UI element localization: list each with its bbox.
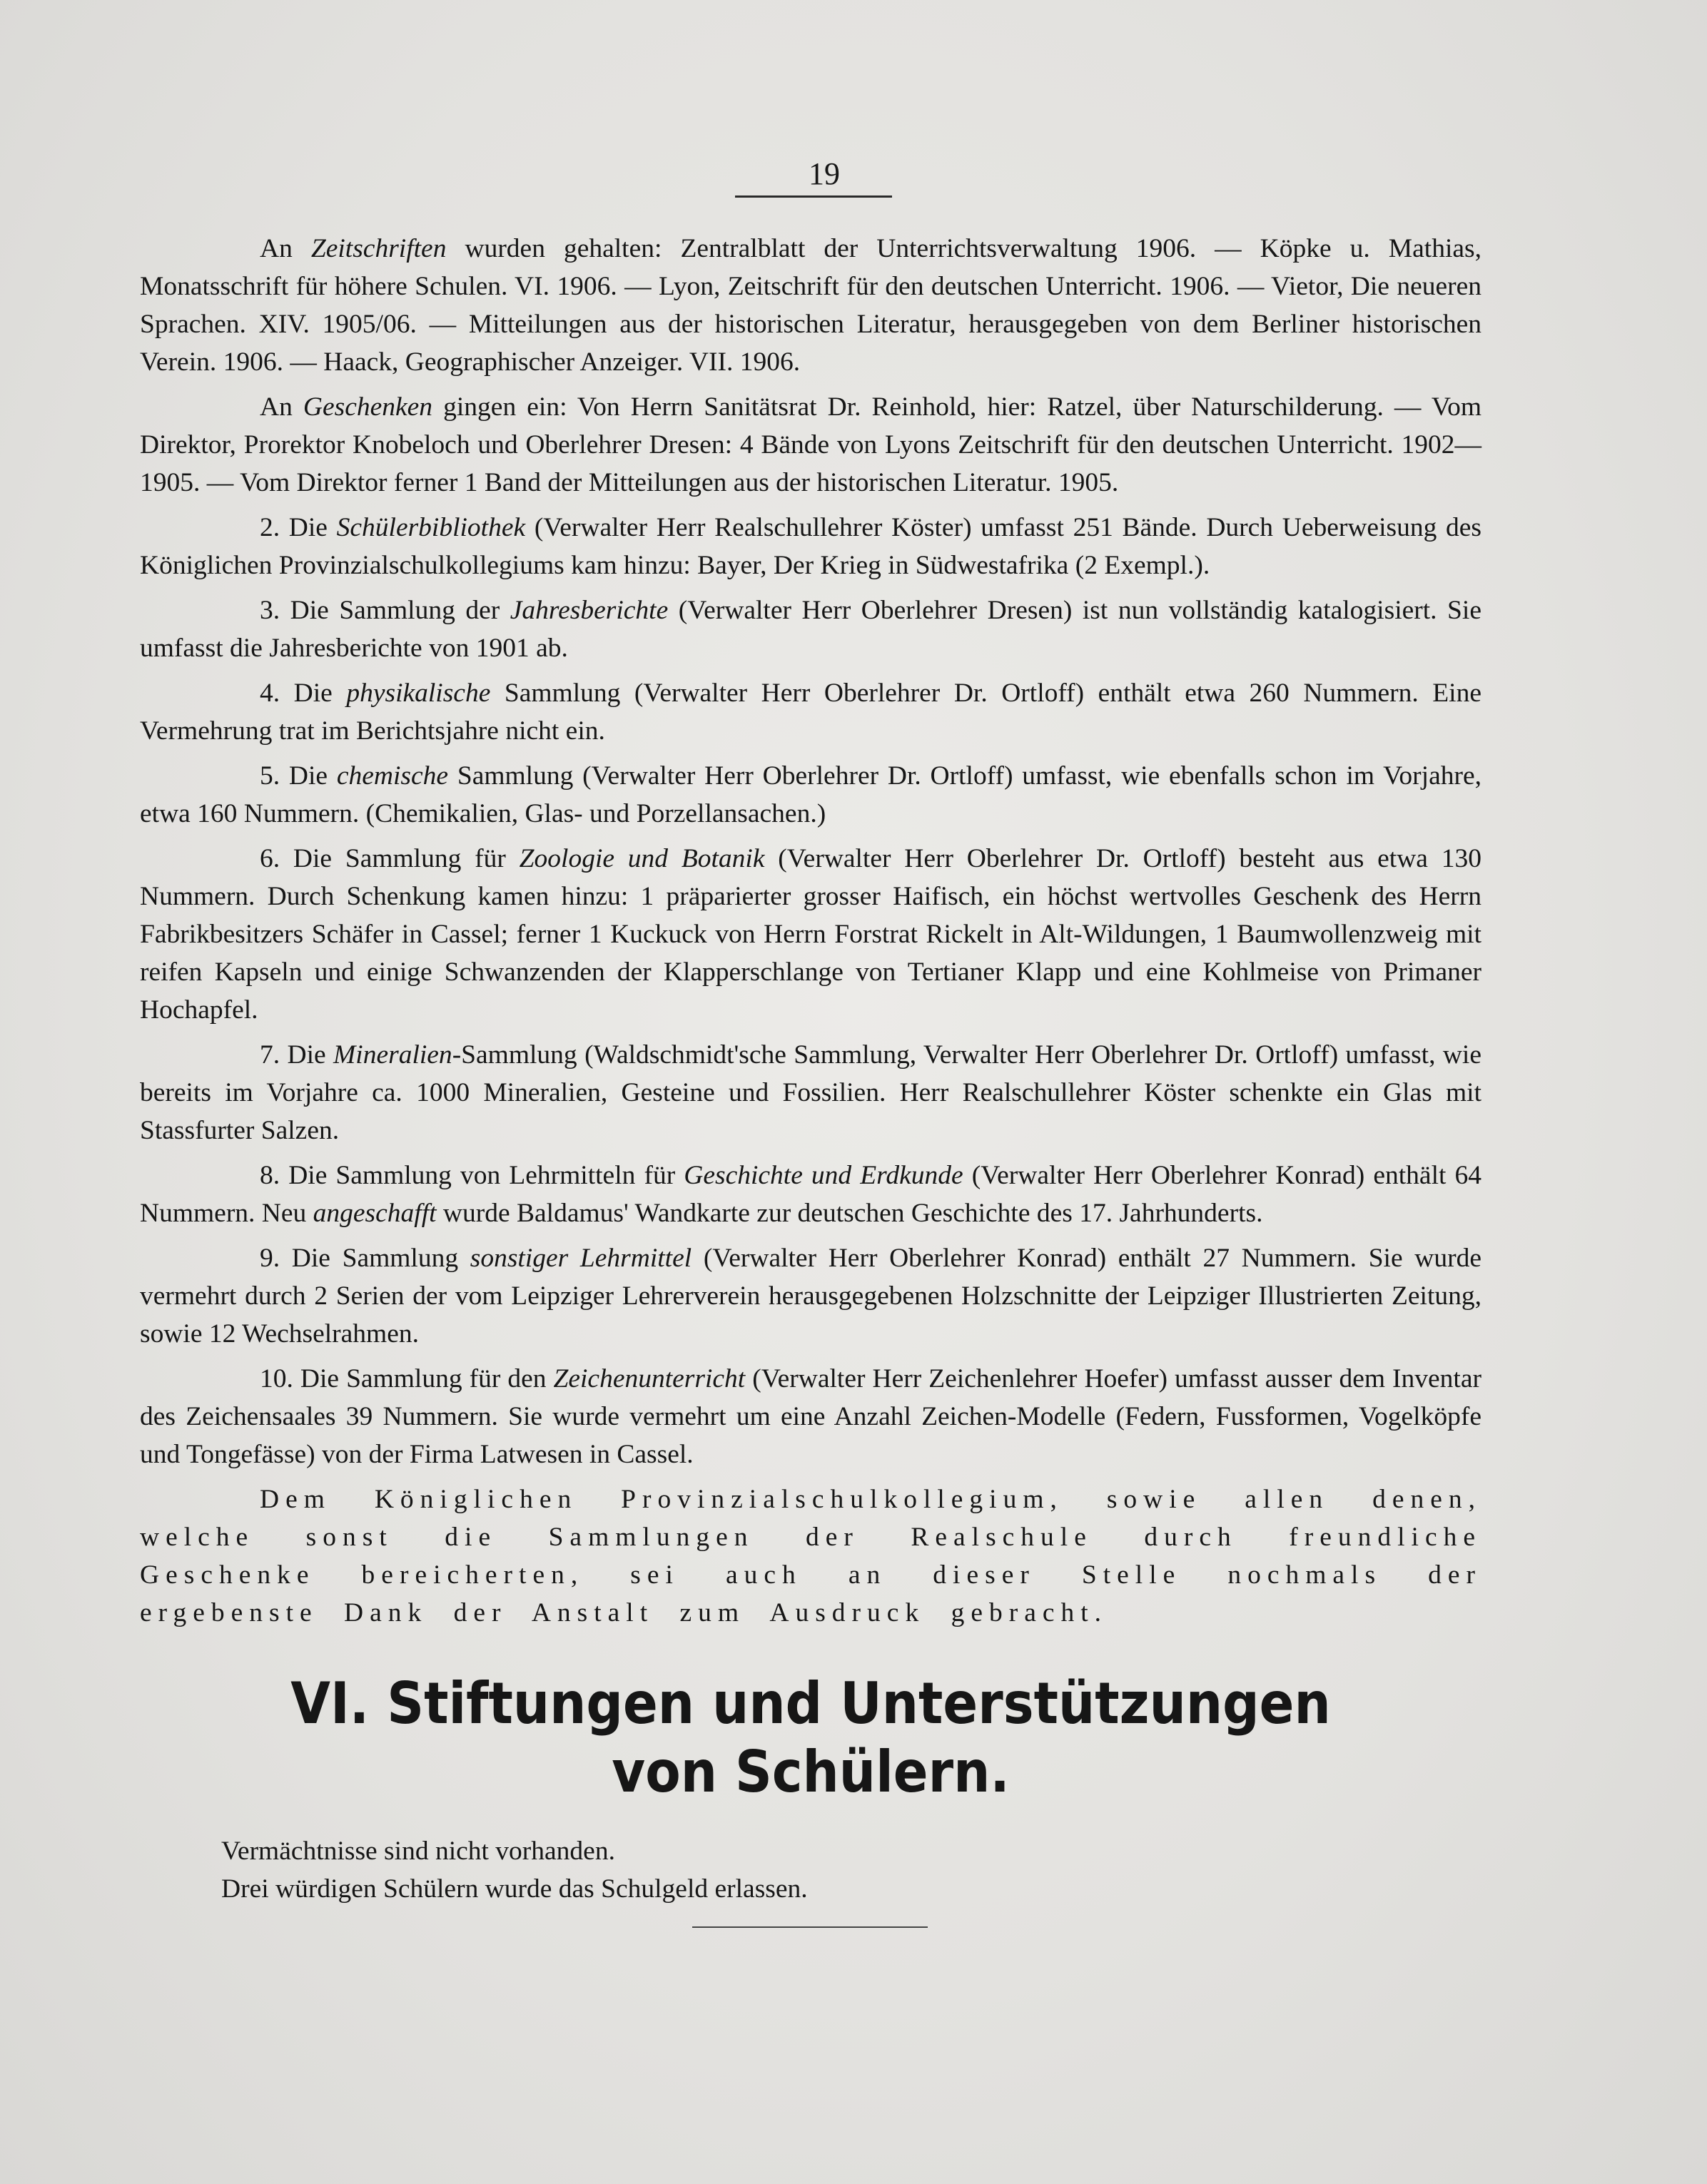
italic-term: Zeichenunterricht (553, 1364, 746, 1393)
italic-term: physikalische (346, 679, 491, 708)
text-segment: gingen ein: Von Herrn Sanitätsrat Dr. Reinhold, hier: Ratzel, über Naturschilderung. — Vom Direktor, Prorektor Knobeloch und Oberlehrer Dresen: 4 Bände von Lyons Zeitschrift für den deutschen Unterricht. 1902—1905. — Vom Direktor ferner 1 Band der Mitteilungen aus der historischen Literatur. 1905. (140, 392, 1481, 497)
paragraph-physik (140, 674, 1481, 750)
italic-term: angeschafft (313, 1199, 437, 1228)
text-segment: -Sammlung (Waldschmidt'sche Sammlung, Verwalter Herr Oberlehrer Dr. Ortloff) umfasst, wie bereits im Vorjahre ca. 1000 Mineralien, Gesteine und Fossilien. Herr Realschullehrer Köster schenkte ein Glas mit Stassfurter Salzen. (140, 1040, 1481, 1145)
body-text (140, 230, 1481, 1639)
paragraph-schuelerbibliothek (140, 509, 1481, 584)
italic-term: Schülerbibliothek (336, 513, 526, 542)
paragraph-zeichen (140, 1360, 1481, 1473)
text-segment: (Verwalter Herr Oberlehrer Dresen) ist nun vollständig katalogisiert. Sie umfasst die Jahresberichte von 1901 ab. (140, 596, 1481, 663)
text-segment: An (260, 392, 303, 422)
paragraph-geschenke (140, 388, 1481, 502)
closing-notes (221, 1832, 1363, 1908)
end-rule (692, 1926, 928, 1928)
page-number: 19 (809, 156, 840, 191)
italic-term: sonstiger Lehrmittel (470, 1244, 692, 1273)
text-segment: 5. Die (260, 761, 337, 791)
text-segment: (Verwalter Herr Oberlehrer Konrad) enthält 64 Nummern. Neu (140, 1161, 1481, 1228)
italic-term: chemische (336, 761, 449, 791)
paragraph-mineralien (140, 1036, 1481, 1149)
text-segment: 6. Die Sammlung für (260, 844, 520, 873)
text-segment: (Verwalter Herr Oberlehrer Dr. Ortloff) besteht aus etwa 130 Nummern. Durch Schenkung kamen hinzu: 1 präparierter grosser Haifisch, ein höchst wertvolles Geschenk des Herrn Fabrikbesitzers Schäfer in Cassel; ferner 1 Kuckuck von Herrn Forstrat Rickelt in Alt-Wildungen, 1 Baumwollenzweig mit reifen Kapseln und einige Schwanzenden der Klapperschlange von Tertianer Klapp und eine Kohlmeise von Primaner Hochapfel. (140, 844, 1481, 1025)
text-segment: Sammlung (Verwalter Herr Oberlehrer Dr. Ortloff) enthält etwa 260 Nummern. Eine Vermehrung trat im Berichtsjahre nicht ein. (140, 679, 1481, 746)
paragraph-zoologie (140, 840, 1481, 1029)
text-segment: Dem Königlichen Provinzialschulkollegium, sowie allen denen, welche sonst die Sammlungen der Realschule durch freundliche Geschenke bereicherten, sei auch an dieser Stelle nochmals der ergebenste Dank der Anstalt zum Ausdruck gebracht. (140, 1485, 1481, 1627)
text-segment: wurde Baldamus' Wandkarte zur deutschen Geschichte des 17. Jahrhunderts. (436, 1199, 1263, 1228)
text-segment: (Verwalter Herr Oberlehrer Konrad) enthält 27 Nummern. Sie wurde vermehrt durch 2 Serien der vom Leipziger Lehrerverein herausgegebenen Holzschnitte der Leipziger Illustrierten Zeitung, sowie 12 Wechselrahmen. (140, 1244, 1481, 1349)
paragraph-geschichte (140, 1157, 1481, 1232)
italic-term: Zoologie und Botanik (519, 844, 765, 873)
text-segment: wurden gehalten: Zentralblatt der Unterrichtsverwaltung 1906. — Köpke u. Mathias, Monatsschrift für höhere Schulen. VI. 1906. — Lyon, Zeitschrift für den deutschen Unterricht. 1906. — Vietor, Die neueren Sprachen. XIV. 1905/06. — Mitteilungen aus der historischen Literatur, herausgegeben von dem Berliner historischen Verein. 1906. — Haack, Geographischer Anzeiger. VII. 1906. (140, 234, 1481, 377)
page-number-rule (735, 195, 892, 198)
text-segment: (Verwalter Herr Zeichenlehrer Hoefer) umfasst ausser dem Inventar des Zeichensaales 39 Nummern. Sie wurde vermehrt um eine Anzahl Zeichen-Modelle (Federn, Fussformen, Vogelköpfe und Tongefässe) von der Firma Latwesen in Cassel. (140, 1364, 1481, 1469)
paragraph-chemie (140, 757, 1481, 833)
text-segment: An (260, 234, 311, 263)
italic-term: Geschichte und Erdkunde (684, 1161, 963, 1190)
paragraph-zeitschriften (140, 230, 1481, 381)
italic-term: Mineralien (333, 1040, 452, 1070)
text-segment: 7. Die (260, 1040, 334, 1070)
closing-line-1: Vermächtnisse sind nicht vorhanden. (221, 1837, 615, 1866)
text-segment: 4. Die (260, 679, 347, 708)
text-segment: 3. Die Sammlung der (260, 596, 510, 625)
italic-term: Geschenken (303, 392, 433, 422)
text-segment: 10. Die Sammlung für den (260, 1364, 554, 1393)
paragraph-jahresberichte (140, 591, 1481, 667)
text-segment: (Verwalter Herr Realschullehrer Köster) umfasst 251 Bände. Durch Ueberweisung des Königlichen Provinzialschulkollegiums kam hinzu: Bayer, Der Krieg in Südwestafrika (2 Exempl.). (140, 513, 1481, 580)
italic-term: Jahresberichte (510, 596, 669, 625)
closing-line-2: Drei würdigen Schülern wurde das Schulgeld erlassen. (221, 1874, 808, 1904)
text-segment: 9. Die Sammlung (260, 1244, 470, 1273)
section-heading (207, 1670, 1414, 1807)
text-segment: 2. Die (260, 513, 337, 542)
section-title-line-2: von Schülern. (612, 1739, 1010, 1805)
italic-term: Zeitschriften (310, 234, 447, 263)
paragraph-sonstige (140, 1239, 1481, 1353)
text-segment: 8. Die Sammlung von Lehrmitteln für (260, 1161, 684, 1190)
paragraph-dank (140, 1480, 1481, 1632)
text-segment: Sammlung (Verwalter Herr Oberlehrer Dr. Ortloff) umfasst, wie ebenfalls schon im Vorjahre, etwa 160 Nummern. (Chemikalien, Glas- und Porzellansachen.) (140, 761, 1481, 828)
section-title-line-1: VI. Stiftungen und Unterstützungen (290, 1670, 1331, 1737)
